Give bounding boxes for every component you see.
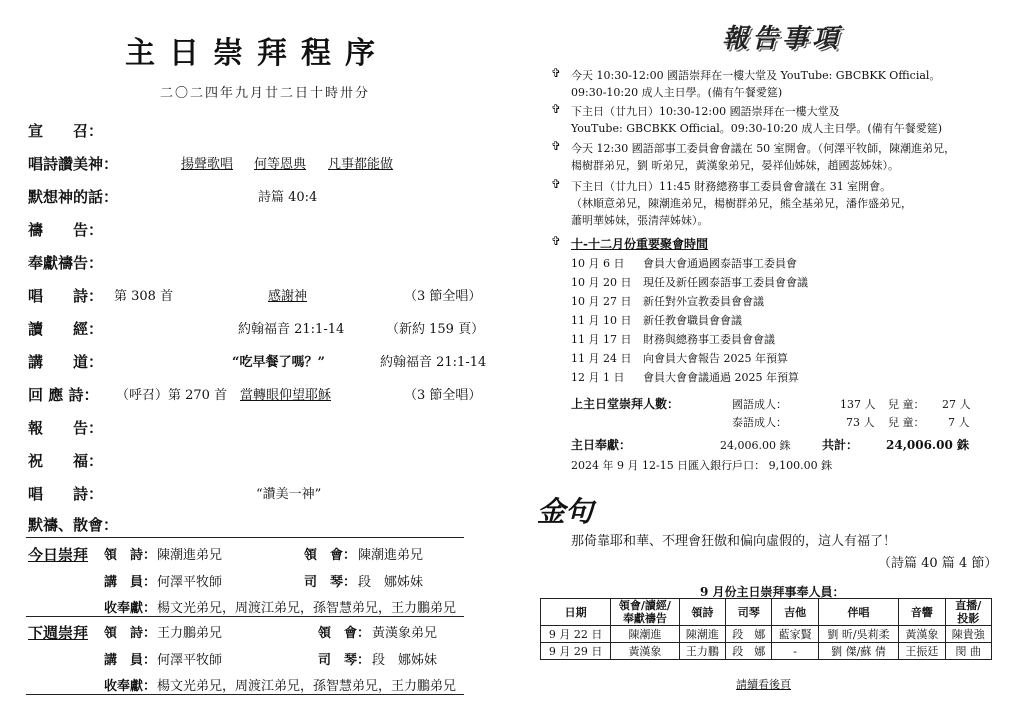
roster-cell: 陳潮進 [611, 626, 680, 643]
divider [26, 694, 464, 695]
roster-cell: 劉 傑/蘇 倩 [818, 643, 898, 660]
meeting-text: 向會員大會報告 2025 年預算 [643, 352, 788, 365]
mandarin-child-label: 兒 童： [888, 398, 925, 411]
notice-line: 下主日（廿九日）11:45 財務總務事工委員會會議在 31 室開會。 [571, 180, 892, 193]
thai-adult-count: 73 人 [846, 416, 875, 429]
meeting-text: 會員大會會議通過 2025 年預算 [643, 371, 799, 384]
cross-bullet-icon: ✞ [551, 66, 562, 80]
sermon-text: 約翰福音 21:1-14 [380, 355, 487, 370]
bank-deposit-note: 2024 年 9 月 12-15 日匯入銀行戶口： 9,100.00 銖 [571, 459, 833, 472]
notice-line: 09:30-10:20 成人主日學。(備有午餐愛筵) [571, 86, 783, 99]
notice-line: YouTube: GBCBKK Official。09:30-10:20 成人主日學。(備有午餐愛筵) [571, 122, 942, 135]
announcements-title: 報告事項 [722, 24, 843, 54]
meeting-date: 11 月 10 日 [571, 314, 632, 327]
roster-cell: 陳潮進 [679, 626, 725, 643]
role-label: 領 會： [304, 548, 357, 563]
meeting-date: 11 月 17 日 [571, 333, 632, 346]
scripture-page: （新約 159 頁） [386, 322, 485, 337]
response-hymn-title: 當轉眼仰望耶穌 [240, 388, 332, 403]
roster-header: 音響 [899, 599, 945, 626]
meeting-date: 11 月 24 日 [571, 352, 632, 365]
roster-cell: 藍家賢 [772, 626, 818, 643]
roster-header: 領會/讀經/ 奉獻禱告 [611, 599, 680, 626]
hymn-verses: （3 節全唱） [404, 289, 482, 304]
notice-line: 楊樹群弟兄，劉 昕弟兄，黃漢象弟兄，晏祥仙姊妹，趙國蕊姊妹）。 [571, 159, 899, 172]
item-label: 默想神的話： [28, 188, 119, 206]
meeting-date: 10 月 20 日 [571, 276, 632, 289]
role-label: 講 員： [104, 653, 157, 668]
roster-cell: 劉 昕/吳莉柔 [818, 626, 898, 643]
roster-cell: 9 月 29 日 [541, 643, 611, 660]
cross-bullet-icon: ✞ [551, 177, 562, 191]
item-label: 默禱、散會： [28, 516, 119, 534]
roster-header: 領詩 [679, 599, 725, 626]
offering-collectors: 楊文光弟兄，周渡江弟兄，孫智慧弟兄，王力鵬弟兄 [157, 601, 457, 616]
item-label: 講 道： [28, 353, 104, 371]
notice-line: 今天 12:30 國語部事工委員會會議在 50 室開會。（何澤平牧師，陳潮進弟兄， [571, 142, 956, 155]
offering-collectors: 楊文光弟兄，周渡江弟兄，孫智慧弟兄，王力鵬弟兄 [157, 679, 457, 694]
cross-bullet-icon: ✞ [551, 102, 562, 116]
total-amount: 24,006.00 銖 [886, 438, 969, 452]
item-label: 奉獻禱告： [28, 254, 104, 272]
roster-cell: 閔 曲 [945, 643, 991, 660]
thai-child-label: 兒 童： [888, 416, 925, 429]
roster-cell: 黃漢象 [899, 626, 945, 643]
table-row [541, 643, 992, 660]
hymn-number: 第 308 首 [114, 289, 174, 304]
meetings-heading: 十-十二月份重要聚會時間 [571, 237, 708, 251]
roster-cell: - [772, 643, 818, 660]
meeting-text: 現任及新任國泰語事工委員會會議 [643, 276, 808, 289]
hymn-2: 何等恩典 [254, 157, 307, 172]
total-label: 共計： [822, 438, 859, 452]
hymn-3: 凡事都能做 [328, 157, 394, 172]
roster-table [540, 598, 992, 660]
hymn-title: 感謝神 [268, 289, 308, 304]
item-label: 唱 詩： [28, 287, 104, 305]
role-label: 司 琴： [318, 653, 371, 668]
speaker: 何澤平牧師 [157, 575, 223, 590]
closing-hymn: “讚美一神” [256, 487, 322, 502]
offering-label: 主日奉獻： [571, 438, 632, 452]
roster-header: 日期 [541, 599, 611, 626]
roster-cell: 9 月 22 日 [541, 626, 611, 643]
item-label: 唱詩讚美神： [28, 155, 119, 173]
item-label: 回 應 詩： [28, 386, 99, 404]
role-label: 司 琴： [304, 575, 357, 590]
thai-adult-label: 泰語成人： [732, 416, 787, 429]
role-label: 講 員： [104, 575, 157, 590]
response-hymn-verses: （3 節全唱） [404, 388, 482, 403]
item-label: 禱 告： [28, 221, 104, 239]
table-row [541, 626, 992, 643]
divider [26, 537, 464, 538]
next-heading: 下週崇拜 [28, 624, 89, 642]
thai-child-count: 7 人 [948, 416, 970, 429]
meeting-date: 10 月 6 日 [571, 257, 625, 270]
item-label: 讀 經： [28, 320, 104, 338]
item-label: 祝 福： [28, 452, 104, 470]
mandarin-adult-label: 國語成人： [732, 398, 787, 411]
speaker: 何澤平牧師 [157, 653, 223, 668]
cross-bullet-icon: ✞ [551, 139, 562, 153]
program-title: 主日崇拜程序 [125, 36, 389, 71]
role-label: 收奉獻： [104, 679, 157, 694]
roster-cell: 段 娜 [726, 626, 772, 643]
divider [26, 616, 464, 617]
roster-header: 直播/ 投影 [945, 599, 991, 626]
presider: 陳潮進弟兄 [358, 548, 424, 563]
role-label: 領 會： [318, 626, 371, 641]
notice-line: 蕭明華姊妹，張清萍姊妹）。 [571, 214, 709, 227]
offering-amount: 24,006.00 銖 [720, 439, 791, 452]
meeting-text: 財務與總務事工委員會會議 [643, 333, 775, 346]
sermon-title: “吃早餐了嗎？” [232, 355, 325, 370]
roster-cell: 陳貴強 [945, 626, 991, 643]
roster-header: 司琴 [726, 599, 772, 626]
item-label: 唱 詩： [28, 485, 104, 503]
motto-reference: （詩篇 40 篇 4 節） [878, 556, 998, 571]
item-label: 報 告： [28, 419, 104, 437]
mandarin-adult-count: 137 人 [840, 398, 876, 411]
notice-line: 下主日（廿九日）10:30-12:00 國語崇拜在一樓大堂及 [571, 105, 840, 118]
roster-cell: 王力鵬 [679, 643, 725, 660]
presider: 黃漢象弟兄 [372, 626, 438, 641]
meeting-text: 新任教會職員會會議 [643, 314, 742, 327]
cross-bullet-icon: ✞ [551, 234, 562, 248]
hymn-1: 揚聲歌唱 [181, 157, 234, 172]
roster-cell: 王振廷 [899, 643, 945, 660]
notice-line: 今天 10:30-12:00 國語崇拜在一樓大堂及 YouTube: GBCBKK Official。 [571, 69, 941, 82]
meeting-date: 10 月 27 日 [571, 295, 632, 308]
notice-line: （林順意弟兄，陳潮進弟兄，楊樹群弟兄，熊全基弟兄，潘作盛弟兄， [571, 197, 912, 210]
meditation-verse: 詩篇 40:4 [258, 190, 318, 205]
roster-cell: 段 娜 [726, 643, 772, 660]
song-leader: 陳潮進弟兄 [157, 548, 223, 563]
scripture-reading: 約翰福音 21:1-14 [238, 322, 345, 337]
pianist: 段 娜姊妹 [372, 653, 438, 668]
meeting-text: 新任對外宣教委員會會議 [643, 295, 764, 308]
roster-header: 伴唱 [818, 599, 898, 626]
meeting-text: 會員大會通過國泰語事工委員會 [643, 257, 797, 270]
pianist: 段 娜姊妹 [358, 575, 424, 590]
role-label: 領 詩： [104, 548, 157, 563]
song-leader: 王力鵬弟兄 [157, 626, 223, 641]
response-hymn-number: （呼召）第 270 首 [116, 388, 228, 403]
continue-note: 請續看後頁 [736, 678, 791, 691]
roster-cell: 黃漢象 [611, 643, 680, 660]
motto-heading: 金句 [537, 495, 594, 528]
today-heading: 今日崇拜 [28, 546, 89, 564]
role-label: 收奉獻： [104, 601, 157, 616]
program-date: 二〇二四年九月廿二日十時卅分 [160, 86, 371, 101]
mandarin-child-count: 27 人 [942, 398, 971, 411]
roster-header: 吉他 [772, 599, 818, 626]
motto-text: 那倚靠耶和華、不理會狂傲和偏向虛假的，這人有福了！ [571, 534, 897, 549]
attendance-label: 上主日堂崇拜人數： [571, 397, 680, 411]
item-label: 宣 召： [28, 122, 104, 140]
meeting-date: 12 月 1 日 [571, 371, 625, 384]
roster-title: 9 月份主日崇拜事奉人員： [700, 585, 845, 599]
role-label: 領 詩： [104, 626, 157, 641]
